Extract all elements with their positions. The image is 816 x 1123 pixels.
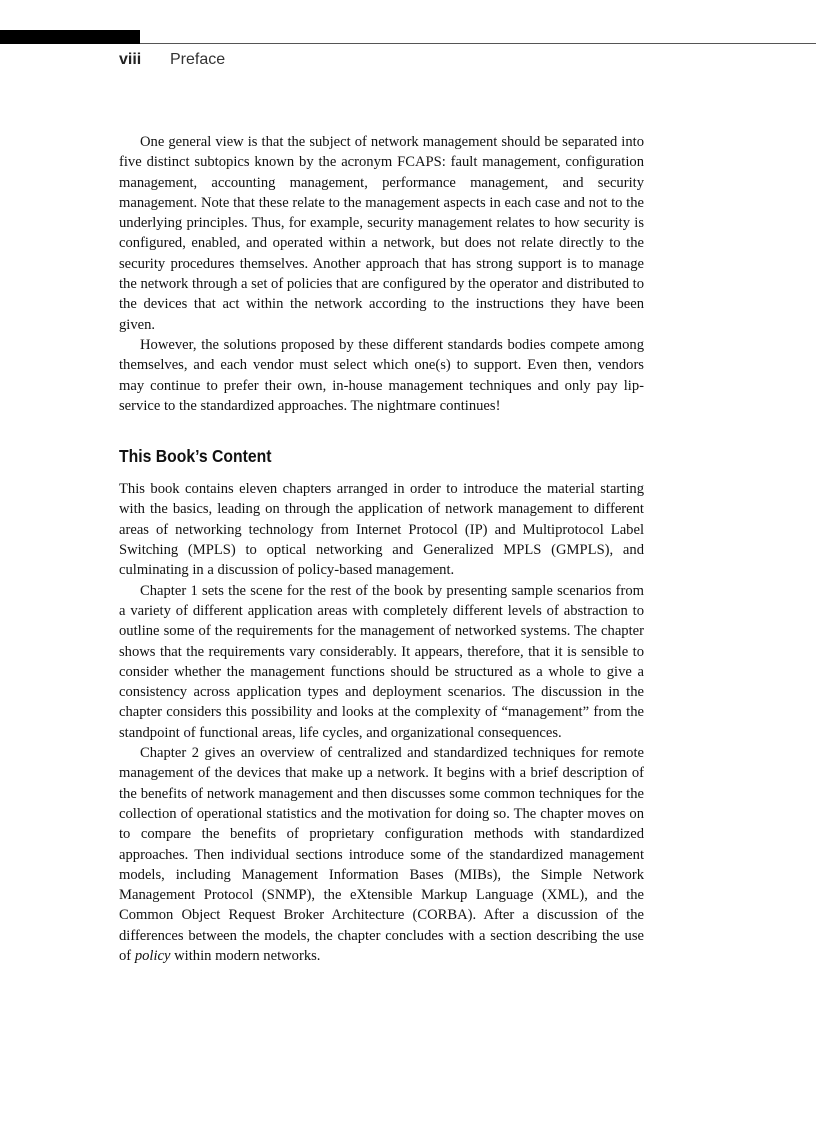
paragraph-book-overview: This book contains eleven chapters arranged in order to introduce the material starting with the basics, leading on through the application of network management to different areas of networking technology from Internet Protocol (IP) and Multiprotocol Label Switching (MPLS) to optical networking and Generalized MPLS (GMPLS), and culminating in a discussion of policy-based management. (119, 481, 644, 579)
policy-emphasis: policy (134, 947, 171, 964)
section-heading: This Book’s Content (119, 446, 272, 467)
paragraph-fcaps: One general view is that the subject of network management should be separated into five distinct subtopics known by the acronym FCAPS: fault management, configuration management, accounting management, performance management, and security management. Note that these relate to the management aspects in each case and not to the underlying principles. Thus, for example, security management relates to how security is configured, enabled, and operated within a network, but does not relate directly to the security procedures themselves. Another approach that has strong support is to manage the network through a set of policies that are configured by the operator and distributed to the devices that act within the network according to the instructions they have been given. (119, 134, 644, 333)
header-bar (0, 30, 140, 44)
chapter-2-text-end: within modern networks. (170, 947, 321, 964)
paragraph-chapter-1: Chapter 1 sets the scene for the rest of the book by presenting sample scenarios from a variety of different application areas with completely different levels of abstraction to outline some of the requirements for the management of networked systems. The chapter shows that the requirements vary considerably. It appears, therefore, that it is sensible to consider whether the management functions should be structured as a whole to give a consistency across application types and deployment scenarios. The discussion in the chapter considers this possibility and looks at the complexity of “management” from the standpoint of functional areas, life cycles, and organizational consequences. (119, 582, 644, 741)
chapter-2-text: Chapter 2 gives an overview of centralized and standardized techniques for remote management of the devices that make up a network. It begins with a brief description of the benefits of network management and then discusses some common techniques for the collection of operational statistics and the motivation for doing so. The chapter moves on to compare the benefits of proprietary configuration methods with standardized approaches. Then individual sections introduce some of the standardized management models, including Management Information Bases (MIBs), the Simple Network Management Protocol (SNMP), the eXtensible Markup Language (XML), and the Common Object Request Broker Architecture (CORBA). After a discussion of the differences between the models, the chapter concludes with a section describing the use of (119, 745, 644, 964)
running-head (119, 51, 225, 69)
paragraph-standards-bodies: However, the solutions proposed by these different standards bodies compete among themselves, and each vendor must select which one(s) to support. Even then, vendors may continue to prefer their own, in-house management techniques and only pay lip-service to the standardized approaches. The nightmare continues! (119, 336, 644, 414)
running-head-title: Preface (170, 51, 226, 68)
page-body (119, 132, 644, 966)
header-rule (140, 43, 816, 44)
paragraph-chapter-2 (119, 743, 644, 966)
page-number: viii (119, 51, 142, 68)
